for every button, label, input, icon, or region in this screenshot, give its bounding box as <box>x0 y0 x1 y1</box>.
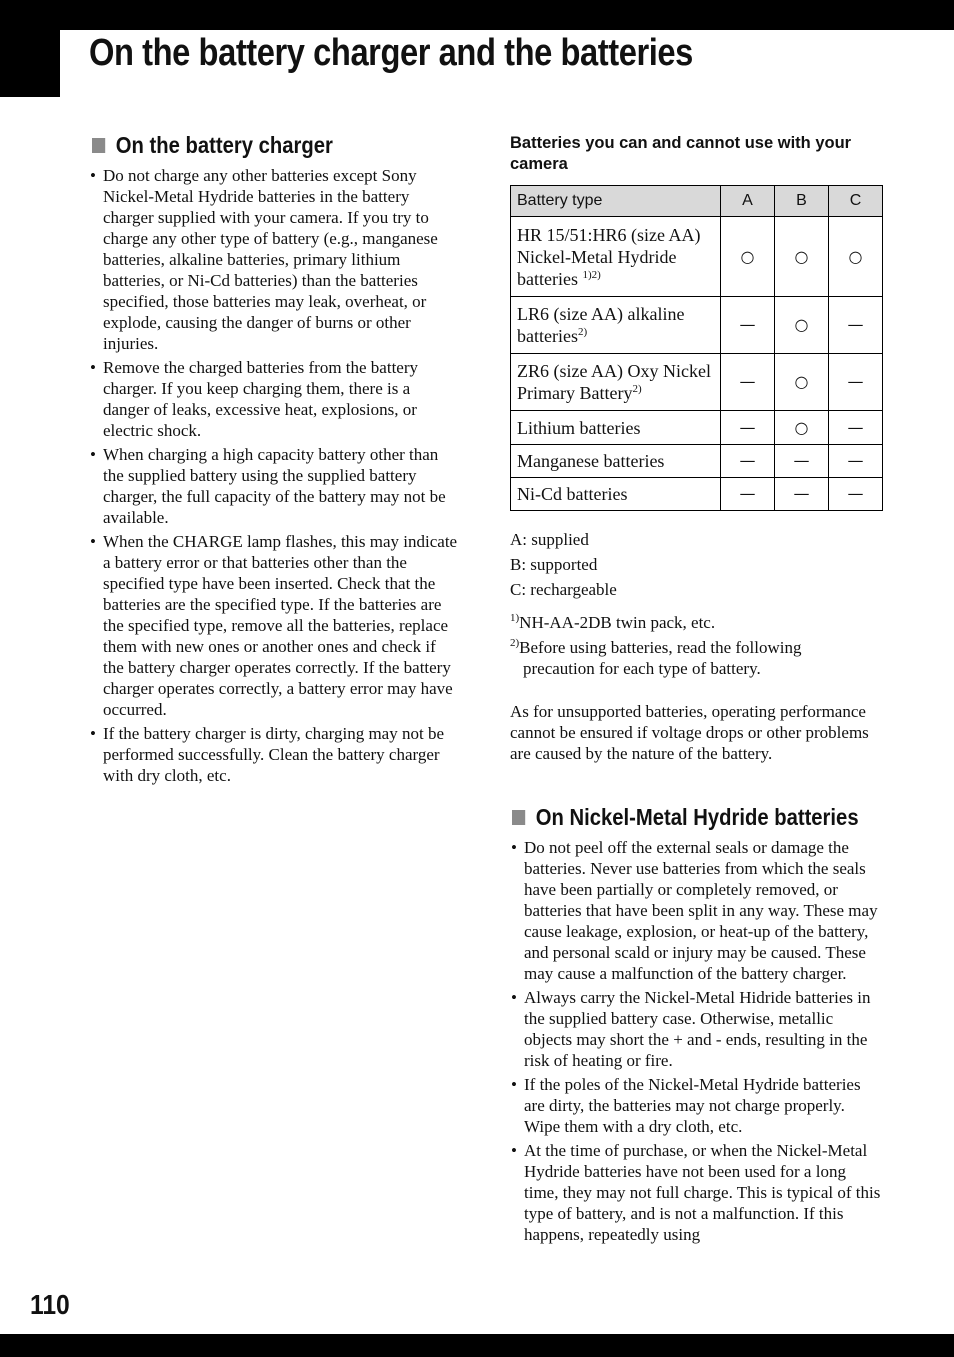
charger-bullet-list <box>90 165 460 789</box>
list-item: • When charging a high capacity battery other than the supplied battery using the supplied battery charger, the full capacity of the battery may not be available. <box>90 444 460 528</box>
battery-name-cell: Lithium batteries <box>511 411 721 445</box>
header-c: C <box>829 186 883 217</box>
battery-name-cell: ZR6 (size AA) Oxy Nickel Primary Battery$^{2)}$ <box>511 354 721 411</box>
section-heading-text: On Nickel-Metal Hydride batteries <box>535 804 859 830</box>
battery-table <box>510 185 883 511</box>
rechargeable-cell: ○ <box>829 217 883 297</box>
supplied-cell: — <box>721 445 775 478</box>
battery-name-cell: Ni-Cd batteries <box>511 478 721 511</box>
list-item: • If the battery charger is dirty, charging may not be performed successfully. Clean the battery charger with dry cloth, etc. <box>90 723 460 786</box>
list-item: • If the poles of the Nickel-Metal Hydride batteries are dirty, the batteries may not charge properly. Wipe them with a dry cloth, etc. <box>511 1074 883 1137</box>
footnote-1: $^{1)}$NH-AA-2DB twin pack, etc. <box>510 612 716 632</box>
bottom-bar <box>0 1334 954 1357</box>
supported-cell: — <box>775 445 829 478</box>
battery-name-cell: HR 15/51:HR6 (size AA) Nickel-Metal Hydride batteries $^{1)2)}$ <box>511 217 721 297</box>
unsupported-note: As for unsupported batteries, operating performance cannot be ensured if voltage drops or other problems are caused by the nature of the battery. <box>510 702 869 763</box>
table-caption: Batteries you can and cannot use with your camera <box>510 134 852 173</box>
rechargeable-cell: — <box>829 445 883 478</box>
list-item: • Do not charge any other batteries except Sony Nickel-Metal Hydride batteries in the battery charger supplied with your camera. If you try to charge any other type of battery (e.g., manganese batteries, alkaline batteries, primary lithium batteries, or Ni-Cd batteries) than the batteries specified, those batteries may leak, overheat, or explode, causing the danger of burns or other injuries. <box>90 165 460 354</box>
supplied-cell: — <box>721 478 775 511</box>
header-a: A <box>721 186 775 217</box>
supported-cell: ○ <box>775 297 829 354</box>
square-bullet-icon <box>92 138 105 153</box>
supplied-cell: — <box>721 411 775 445</box>
rechargeable-cell: — <box>829 297 883 354</box>
supported-cell: ○ <box>775 217 829 297</box>
table-row <box>511 411 883 445</box>
nimh-bullet-list <box>511 837 883 1248</box>
list-item: • Do not peel off the external seals or damage the batteries. Never use batteries from which the seals have been partially or completely removed, or batteries that have been split in any way. These may cause leakage, explosion, or heat-up of the battery, and personal scald or injury may be caused. These may cause a malfunction of the battery charger. <box>511 837 883 984</box>
battery-name-cell: Manganese batteries <box>511 445 721 478</box>
table-row <box>511 478 883 511</box>
supplied-cell: ○ <box>721 217 775 297</box>
section-heading-nimh <box>512 803 859 831</box>
rechargeable-cell: — <box>829 354 883 411</box>
footnote-2: $^{2)}$Before using batteries, read the following precaution for each type of battery. <box>510 637 802 678</box>
page-title: On the battery charger and the batteries <box>89 32 693 74</box>
page-number: 110 <box>30 1289 70 1320</box>
square-bullet-icon <box>512 810 525 825</box>
table-header-row <box>511 186 883 217</box>
section-heading-battery-charger <box>92 131 333 159</box>
list-item: • When the CHARGE lamp flashes, this may indicate a battery error or that batteries other than the specified type have been inserted. Check that the batteries are the specified type. If the batteries are the specified type, remove all the batteries, replace them with new ones or another ones and check if the battery charger operates correctly. If the battery charger operates correctly, a battery error may have occurred. <box>90 531 460 720</box>
legend-c: C: rechargeable <box>510 580 617 599</box>
list-item: • At the time of purchase, or when the Nickel-Metal Hydride batteries have not been used for a long time, they may not full charge. This is typical of this type of battery, and is not a malfunction. If this happens, repeatedly using <box>511 1140 883 1245</box>
table-row <box>511 354 883 411</box>
legend-a: A: supplied <box>510 530 589 549</box>
rechargeable-cell: — <box>829 411 883 445</box>
section-heading-text: On the battery charger <box>115 132 333 158</box>
corner-tab <box>0 0 60 97</box>
header-battery-type: Battery type <box>511 186 721 217</box>
list-item: • Remove the charged batteries from the battery charger. If you keep charging them, there is a danger of leaks, excessive heat, explosions, or electric shock. <box>90 357 460 441</box>
supported-cell: — <box>775 478 829 511</box>
supported-cell: ○ <box>775 354 829 411</box>
header-b: B <box>775 186 829 217</box>
table-row <box>511 297 883 354</box>
table-row <box>511 445 883 478</box>
table-row <box>511 217 883 297</box>
list-item: • Always carry the Nickel-Metal Hidride batteries in the supplied battery case. Otherwise, metallic objects may short the + and - ends, resulting in the risk of heating or fire. <box>511 987 883 1071</box>
supported-cell: ○ <box>775 411 829 445</box>
rechargeable-cell: — <box>829 478 883 511</box>
battery-name-cell: LR6 (size AA) alkaline batteries$^{2)}$ <box>511 297 721 354</box>
legend-b: B: supported <box>510 555 598 574</box>
supplied-cell: — <box>721 354 775 411</box>
supplied-cell: — <box>721 297 775 354</box>
top-bar <box>0 0 954 30</box>
